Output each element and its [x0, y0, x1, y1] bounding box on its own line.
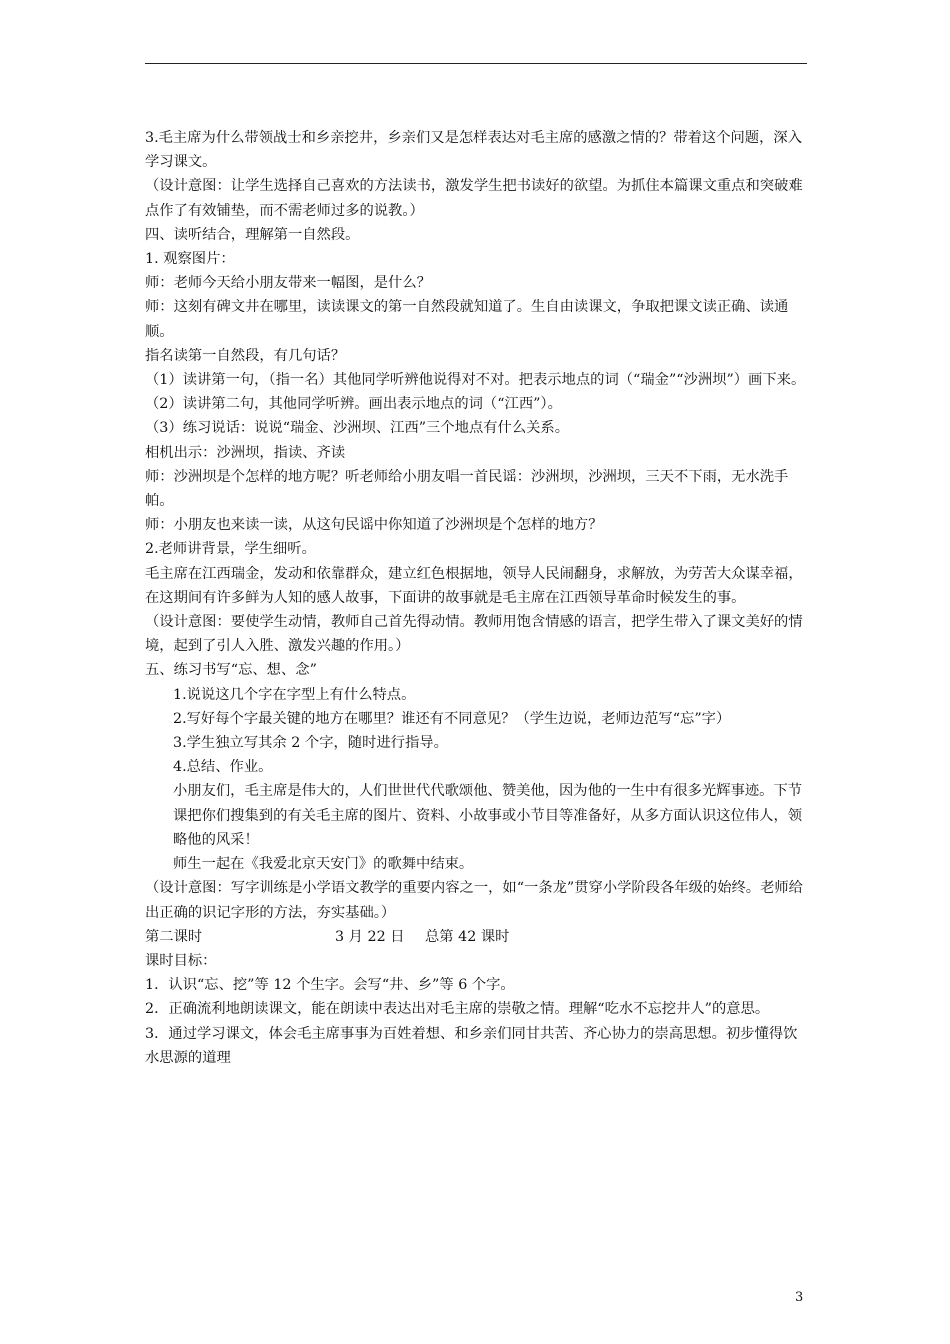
objective-item: 3．通过学习课文，体会毛主席事事为百姓着想、和乡亲们同甘共苦、齐心协力的崇高思想。初步懂得饮水思源的道理 [145, 1025, 798, 1066]
objectives-heading: 课时目标： [145, 952, 217, 969]
section-heading: 五、练习书写“忘、想、念” [145, 662, 317, 679]
paragraph: 3.毛主席为什么带领战士和乡亲挖井，乡亲们又是怎样表达对毛主席的感激之情的？带着这个问题，深入学习课文。 [145, 130, 802, 171]
section-heading: 四、读听结合，理解第一自然段。 [145, 226, 360, 243]
paragraph: 4.总结、作业。 [173, 759, 273, 776]
paragraph: （设计意图：让学生选择自己喜欢的方法读书，激发学生把书读好的欲望。为抓住本篇课文重点和突破难点作了有效铺垫，而不需老师过多的说教。） [145, 178, 803, 219]
paragraph: （3）练习说话：说说“瑞金、沙洲坝、江西”三个地点有什么关系。 [145, 420, 570, 437]
page-number: 3 [795, 1290, 804, 1305]
header-rule [145, 63, 807, 64]
class-total: 总第 42 课时 [425, 928, 510, 945]
paragraph: 相机出示：沙洲坝，指读、齐读 [145, 444, 346, 461]
objective-item: 1．认识“忘、挖”等 12 个生字。会写“井、乡”等 6 个字。 [145, 977, 515, 994]
class-date: 3 月 22 日 [335, 928, 405, 945]
paragraph: 1. 观察图片： [145, 251, 235, 268]
paragraph: 小朋友们，毛主席是伟大的，人们世世代代歌颂他、赞美他，因为他的一生中有很多光辉事迹。下节课把你们搜集到的有关毛主席的图片、资料、小故事或小节目等准备好，从多方面认识这位伟人，领略他的风采！ [173, 783, 803, 848]
paragraph: 师：这刻有碑文井在哪里，读读课文的第一自然段就知道了。生自由读课文，争取把课文读正确、读通顺。 [145, 299, 789, 340]
paragraph: （设计意图：写字训练是小学语文教学的重要内容之一，如“一条龙”贯穿小学阶段各年级的始终。老师给出正确的识记字形的方法，夯实基础。） [145, 880, 803, 921]
paragraph: 师：沙洲坝是个怎样的地方呢？听老师给小朋友唱一首民谣：沙洲坝，沙洲坝，三天不下雨，无水洗手帕。 [145, 468, 789, 510]
paragraph: 2.老师讲背景，学生细听。 [145, 541, 316, 558]
class-info-line [145, 925, 807, 949]
paragraph: 师：小朋友也来读一读，从这句民谣中你知道了沙洲坝是个怎样的地方？ [145, 517, 603, 534]
paragraph: 2.写好每个字最关键的地方在哪里？谁还有不同意见？（学生边说，老师边范写“忘”字） [173, 710, 731, 727]
paragraph: 毛主席在江西瑞金，发动和依靠群众，建立红色根据地，领导人民闹翻身，求解放，为劳苦大众谋幸福，在这期间有许多鲜为人知的感人故事，下面讲的故事就是毛主席在江西领导革命时候发生的事。 [145, 565, 803, 606]
objective-item: 2．正确流利地朗读课文，能在朗读中表达出对毛主席的崇敬之情。理解“吃水不忘挖井人”的意思。 [145, 1001, 770, 1018]
paragraph: 1.说说这几个字在字型上有什么特点。 [173, 686, 416, 703]
class-session: 第二课时 [145, 928, 203, 945]
paragraph: （2）读讲第二句，其他同学听辨。画出表示地点的词（“江西”）。 [145, 396, 562, 413]
paragraph: （1）读讲第一句，（指一名）其他同学听辨他说得对不对。把表示地点的词（“瑞金”“沙洲坝”）画下来。 [145, 372, 806, 389]
paragraph: 3.学生独立写其余 2 个字，随时进行指导。 [173, 735, 448, 752]
paragraph: （设计意图：要使学生动情，教师自己首先得动情。教师用饱含情感的语言，把学生带入了课文美好的情境，起到了引人入胜、激发兴趣的作用。） [145, 614, 803, 655]
paragraph: 指名读第一自然段，有几句话？ [145, 347, 346, 364]
paragraph: 师生一起在《我爱北京天安门》的歌舞中结束。 [173, 856, 474, 873]
document-body [145, 126, 807, 1070]
paragraph: 师：老师今天给小朋友带来一幅图，是什么？ [145, 275, 431, 292]
